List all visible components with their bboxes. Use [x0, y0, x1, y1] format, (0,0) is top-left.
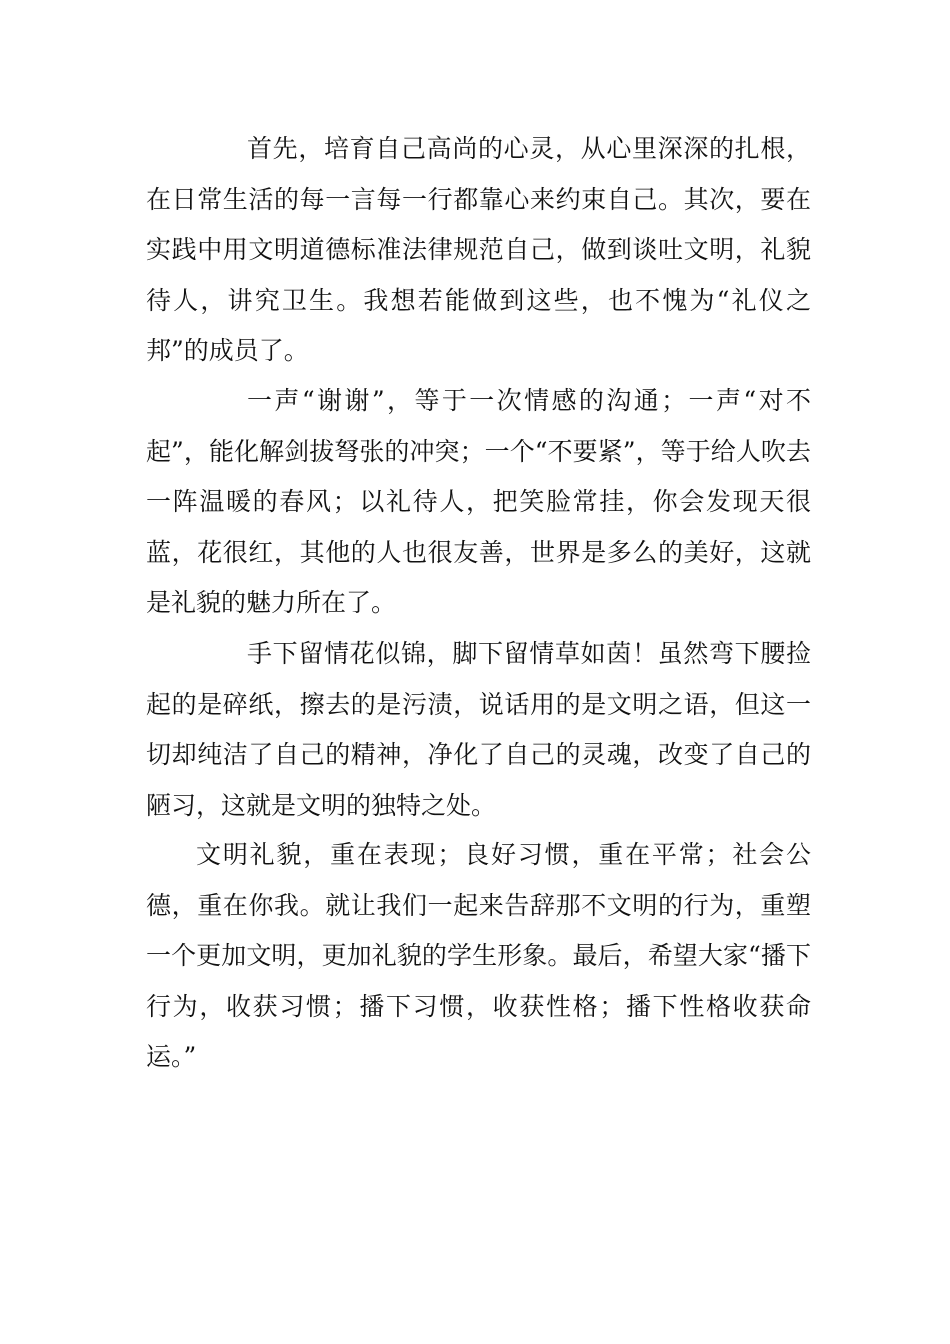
paragraph-4: 文明礼貌，重在表现；良好习惯，重在平常；社会公德，重在你我。就让我们一起来告辞那不文明的行为，重塑一个更加文明，更加礼貌的学生形象。最后，希望大家“播下行为，收获习惯；播下习惯，收获性格；播下性格收获命运。” — [146, 840, 811, 1071]
paragraph-3: 手下留情花似锦，脚下留情草如茵！虽然弯下腰捡起的是碎纸，擦去的是污渍，说话用的是文明之语，但这一切却纯洁了自己的精神，净化了自己的灵魂，改变了自己的陋习，这就是文明的独特之处。 — [146, 639, 811, 820]
paragraph-1: 首先，培育自己高尚的心灵，从心里深深的扎根，在日常生活的每一言每一行都靠心来约束自己。其次，要在实践中用文明道德标准法律规范自己，做到谈吐文明，礼貌待人，讲究卫生。我想若能做到这些，也不愧为“礼仪之邦”的成员了。 — [146, 134, 811, 365]
paragraph-2: 一声“谢谢”，等于一次情感的沟通；一声“对不起”，能化解剑拔弩张的冲突；一个“不要紧”，等于给人吹去一阵温暖的春风；以礼待人，把笑脸常挂，你会发现天很蓝，花很红，其他的人也很友善，世界是多么的美好，这就是礼貌的魅力所在了。 — [146, 386, 811, 617]
